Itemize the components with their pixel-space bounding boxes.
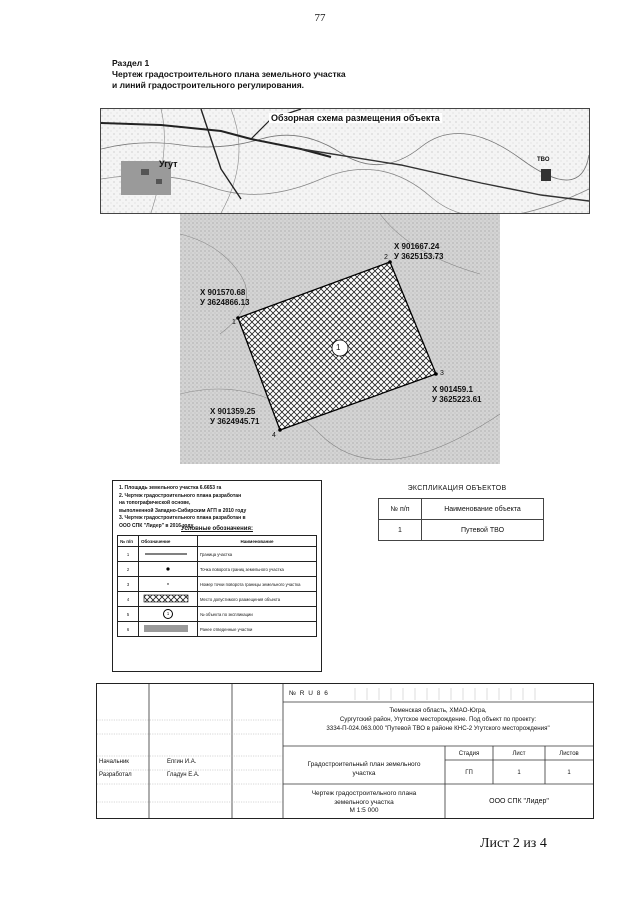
point-2-label: 2 [384,254,388,261]
sheet-value: 1 [517,770,521,776]
expl-head-name: Наименование объекта [422,499,544,520]
explication-title: ЭКСПЛИКАЦИЯ ОБЪЕКТОВ [407,485,507,492]
name-head: Епгин И.А. [167,759,197,765]
point-1-coords: Х 901570.68 У 3624866.13 [200,288,250,307]
section-line-1: Чертеж градостроительного плана земельного участка [112,69,346,79]
legend-row: 3 Номер точки поворота границы земельного участка [118,577,317,592]
point-4-coords: Х 901359.25 У 3624945.71 [210,407,260,426]
stage-value: ГП [465,770,473,776]
object-number-marker: 1 [336,343,341,352]
hatch-symbol [141,594,191,603]
expl-head-num: № п/п [379,499,422,520]
legend-title: Условные обозначения: [181,526,253,532]
point-1-label: 1 [232,319,236,326]
sheets-label: Листов [559,751,579,757]
point-2-coords: Х 901667.24 У 3625153.73 [394,242,444,261]
stage-label: Стадия [458,751,480,757]
object-address: Тюменская область, ХМАО-Югра, Сургутский район, Угутское месторождение. Под объект по проекту: 3334-П-024.063.000 "Путевой ТВО в районе КНС-2 Угутского месторождения" [326,707,550,732]
sheet-label: Лист [512,751,526,757]
sheets-value: 1 [567,770,571,776]
role-head: Начальник [99,759,129,765]
notes-legend-box [112,480,322,672]
registry-code: № R U 8 6 [289,690,329,697]
section-label: Раздел 1 [112,58,150,68]
notes-text: 1. Площадь земельного участка 6.6653 га 2. Чертеж градостроительного плана разработан на топографической основе, выполненной Западно-Сибирским АГП в 2010 году 3. Чертеж градостроительного плана разработан в ООО СПК "Лидер" в 2016 году [119,485,247,529]
name-developer: Гладун Е.А. [167,772,200,778]
legend-row: 5 1 № объекта по экспликации [118,607,317,622]
point-number-symbol [165,581,171,587]
legend-row: 1 Граница участка [118,547,317,562]
gray-fill-symbol [141,624,191,633]
section-heading [112,58,346,91]
point-3-coords: Х 901459.1 У 3625223.61 [432,385,482,404]
legend-row: 6 Ранее отведенные участки [118,622,317,637]
document-name: Градостроительный план земельного участка [307,761,421,777]
role-developer: Разработал [99,772,132,778]
explication-table [378,498,544,541]
table-row: 1 Путевой ТВО [379,520,544,541]
section-line-2: и линий градостроительного регулирования. [112,80,305,90]
boundary-line-symbol [141,552,191,556]
point-3-label: 3 [440,370,444,377]
sheet-counter: Лист 2 из 4 [480,836,547,851]
object-label: ТВО [537,157,550,163]
site-plan [180,214,500,464]
legend-row: 2 Точка поворота границ земельного участка [118,562,317,577]
town-label: Угут [159,159,178,169]
title-block [96,683,594,819]
page-number: 77 [314,12,326,24]
company-name: ООО СПК "Лидер" [489,798,549,805]
circle-number-symbol: 1 [163,609,173,619]
legend-row: 4 Место допустимого размещения объекта [118,592,317,607]
drawing-name: Чертеж градостроительного плана земельного участка М 1:5 000 [311,790,417,814]
overview-map [100,108,590,214]
legend-table: № п/п Обозначение Наименование 1 Граница участка 2 Точка поворота границ земельного участка 3 Номер точки поворота границы земельного участка 4 Место допустимого размещения объекта 5 1 № объекта по экспликации 6 Ранее отведенные участки [117,535,317,637]
point-4-label: 4 [272,432,276,439]
point-symbol [165,566,171,572]
overview-title: Обзорная схема размещения объекта [271,113,440,123]
